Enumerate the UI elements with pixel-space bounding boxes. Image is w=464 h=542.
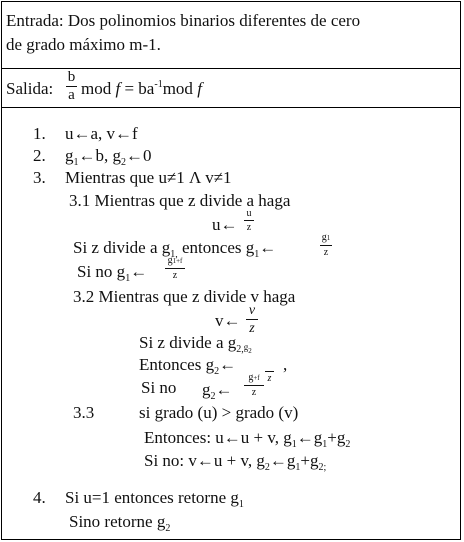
step-3-2-text: 3.2 Mientras que z divide v haga bbox=[73, 287, 296, 306]
salida-expression: mod $f = ba^{-1}mod$ f bbox=[81, 79, 202, 98]
entrada-line-1: Entrada: Dos polinomios binarios diferentes de cero bbox=[6, 11, 361, 30]
step-2-number: 2. bbox=[33, 146, 46, 165]
step-4-else: Sino retorne $g_2$ bbox=[69, 512, 171, 534]
step-4-text: Si u=1 entonces retorne $g_1$ bbox=[65, 488, 244, 510]
step-3-1-u-assign: u← bbox=[212, 215, 238, 234]
step-3-1-if-fraction: g1 z bbox=[321, 232, 331, 258]
divider-bottom bbox=[1, 107, 461, 108]
step-3-number: 3. bbox=[33, 168, 46, 187]
step-2-text: $g_1\leftarrow b$, $g_2\leftarrow 0$ bbox=[65, 146, 152, 168]
salida-label: Salida: bbox=[6, 79, 54, 98]
step-3-3-else: Si no: v←u + v, $g_2\leftarrow g_1+g_{2;}$ bbox=[144, 451, 327, 473]
step-1-number: 1. bbox=[33, 124, 46, 143]
step-3-1-if: Si z divide a $g_{1,}$ entonces $g_1\leftarrow$ bbox=[73, 238, 277, 260]
step-3-2-then: Entonces $g_2\leftarrow$ bbox=[139, 355, 237, 377]
step-3-2-v-assign: v← bbox=[215, 311, 241, 330]
step-3-1-u-fraction: u z bbox=[244, 208, 254, 233]
step-3-2-if: Si z divide a $g_{2,}g_2$ bbox=[139, 333, 252, 355]
step-3-2-else-fraction: g+f z bbox=[244, 372, 264, 398]
entrada-line-2: de grado máximo m-1. bbox=[6, 35, 161, 54]
step-3-3-text: si grado (u) > grado (v) bbox=[139, 403, 299, 422]
step-3-1-else: Si no $g_1\leftarrow$ bbox=[77, 262, 148, 284]
step-3-1-else-fraction: g1+f z bbox=[165, 255, 185, 281]
step-3-1-text: 3.1 Mientras que z divide a haga bbox=[69, 191, 291, 210]
step-3-2-v-fraction: v z bbox=[246, 303, 258, 336]
step-3-2-then-fraction: z bbox=[265, 359, 274, 384]
step-3-3-number: 3.3 bbox=[73, 403, 95, 422]
step-3-2-else-assign: $g_2\leftarrow$ bbox=[202, 380, 233, 402]
step-3-2-then-comma: , bbox=[283, 355, 288, 374]
salida-frac-den: a bbox=[68, 87, 75, 103]
step-3-3-then: Entonces: u←u + v, $g_1\leftarrow g_1+g_2$ bbox=[144, 428, 351, 450]
step-4-number: 4. bbox=[33, 488, 46, 507]
salida-frac-num: b bbox=[67, 69, 76, 85]
salida-fraction bbox=[66, 70, 77, 103]
step-3-text: Mientras que u≠1 Λ v≠1 bbox=[65, 168, 232, 187]
step-3-2-else: Si no bbox=[141, 378, 177, 397]
step-1-text: u←a, v←f bbox=[65, 124, 138, 143]
